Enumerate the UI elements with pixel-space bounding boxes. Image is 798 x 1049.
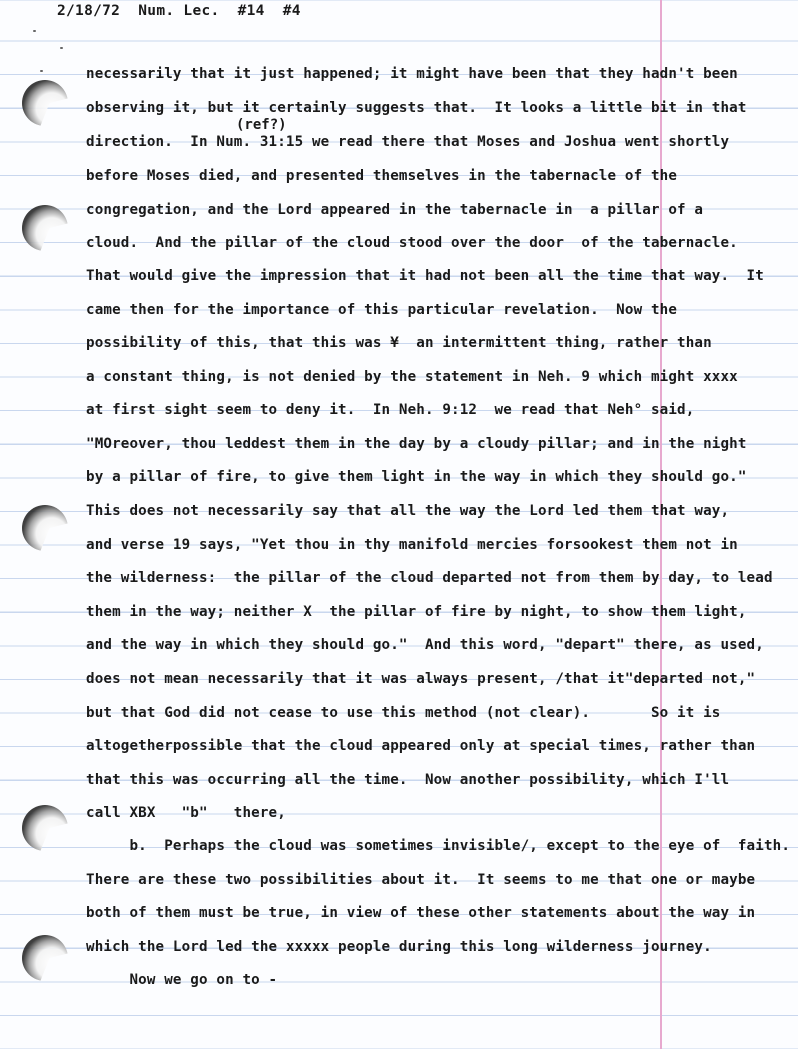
text-line: There are these two possibilities about it. It seems to me that one or maybe <box>86 872 756 888</box>
text-line: them in the way; neither X the pillar of fire by night, to show them light, <box>86 604 747 620</box>
punch-hole <box>22 805 68 851</box>
margin-line <box>660 0 662 1049</box>
interlinear-note: (ref?) <box>236 117 287 133</box>
speck <box>33 30 36 32</box>
text-line: a constant thing, is not denied by the statement in Neh. 9 which might xxxx <box>86 369 738 385</box>
text-line: "MOreover, thou leddest them in the day by a cloudy pillar; and in the night <box>86 436 747 452</box>
text-line: This does not necessarily say that all the way the Lord led them that way, <box>86 503 730 519</box>
punch-hole <box>22 935 68 981</box>
text-line: but that God did not cease to use this method (not clear). So it is <box>86 705 721 721</box>
text-line: the wilderness: the pillar of the cloud departed not from them by day, to lead <box>86 570 773 586</box>
text-line: by a pillar of fire, to give them light in the way in which they should go." <box>86 469 747 485</box>
text-line: does not mean necessarily that it was always present, /that it"departed not," <box>86 671 756 687</box>
text-line: b. Perhaps the cloud was sometimes invisible/, except to the eye of faith. <box>86 838 791 854</box>
punch-hole <box>22 505 68 551</box>
text-line: altogetherpossible that the cloud appeared only at special times, rather than <box>86 738 756 754</box>
text-line: came then for the importance of this particular revelation. Now the <box>86 302 678 318</box>
speck <box>60 47 63 49</box>
text-line: at first sight seem to deny it. In Neh. 9:12 we read that Neh° said, <box>86 402 695 418</box>
text-line: call XBX "b" there, <box>86 805 286 821</box>
text-line: That would give the impression that it had not been all the time that way. It <box>86 268 764 284</box>
text-line: observing it, but it certainly suggests that. It looks a little bit in that <box>86 100 747 116</box>
punch-hole <box>22 80 68 126</box>
text-line: possibility of this, that this was ¥ an intermittent thing, rather than <box>86 335 712 351</box>
text-line: both of them must be true, in view of these other statements about the way in <box>86 905 756 921</box>
text-line: cloud. And the pillar of the cloud stood over the door of the tabernacle. <box>86 235 738 251</box>
text-line: that this was occurring all the time. Now another possibility, which I'll <box>86 772 730 788</box>
punch-hole <box>22 205 68 251</box>
text-line: which the Lord led the xxxxx people during this long wilderness journey. <box>86 939 712 955</box>
text-line: necessarily that it just happened; it might have been that they hadn't been <box>86 66 738 82</box>
text-line: Now we go on to - <box>86 972 278 988</box>
text-line: direction. In Num. 31:15 we read there that Moses and Joshua went shortly <box>86 134 730 150</box>
speck <box>40 70 43 72</box>
text-line: and the way in which they should go." And this word, "depart" there, as used, <box>86 637 764 653</box>
text-line: congregation, and the Lord appeared in the tabernacle in a pillar of a <box>86 202 704 218</box>
text-line: before Moses died, and presented themselves in the tabernacle of the <box>86 168 678 184</box>
text-line: and verse 19 says, "Yet thou in thy manifold mercies forsookest them not in <box>86 537 738 553</box>
page-header: 2/18/72 Num. Lec. #14 #4 <box>57 3 301 19</box>
